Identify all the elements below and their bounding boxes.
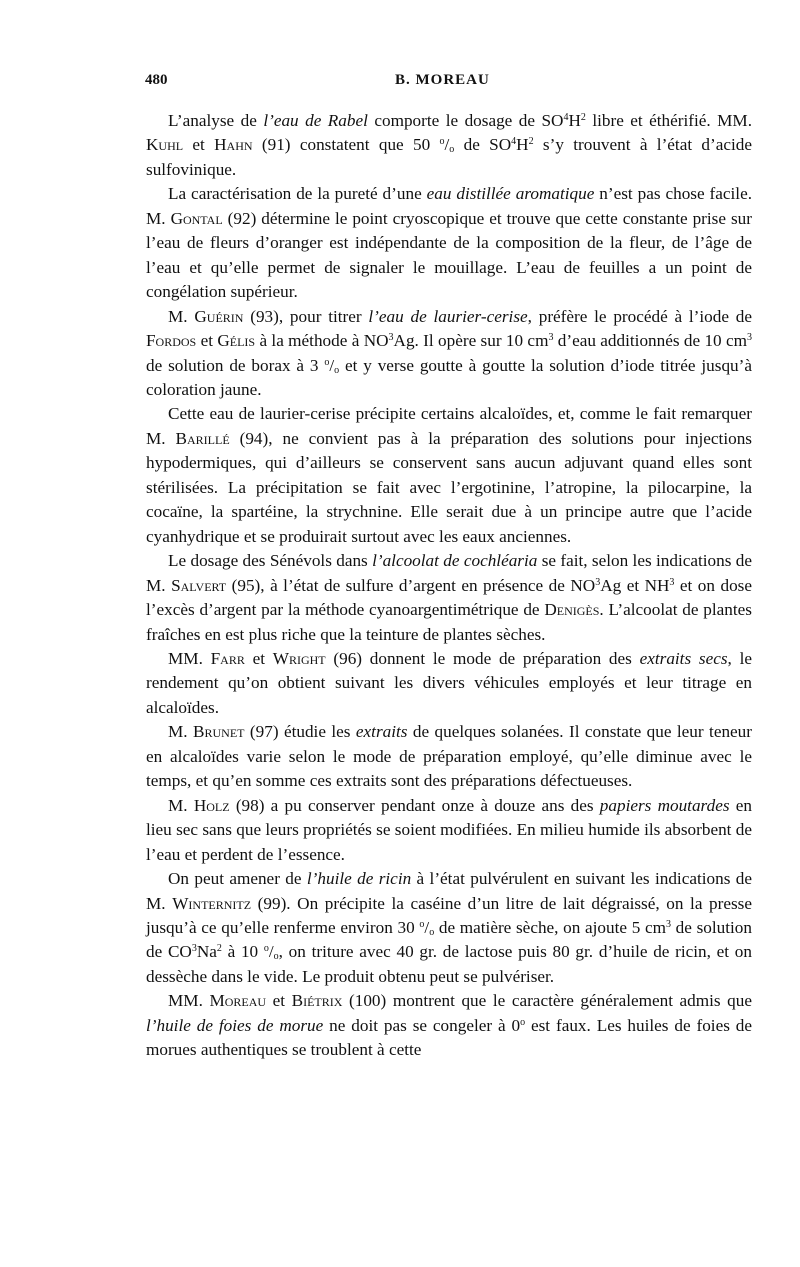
text-run: et on dose l’excès d’argent par la méthode cyanoargentimétrique de — [146, 575, 752, 620]
text-run: (94), ne convient pas à la préparation des solutions pour injections hypodermiques, qui d’ailleurs se conservent sans aucun adjuvant quand elles sont stérilisées. La précipitation se fait avec l’ergotinine, l’atropine, la pilocarpine, la cocaïne, la spartéine, la strychnine. Elle serait due à un principe autre que l’acide cyanhydrique et se produirait surtout avec les eaux anciennes. — [146, 428, 752, 546]
superscript: 3 — [548, 332, 554, 344]
text-run: Le dosage des Sénévols dans — [168, 551, 373, 571]
text-run: M. — [168, 795, 194, 815]
running-title: B. MOREAU — [395, 72, 490, 88]
body-text — [146, 109, 752, 1063]
text-run: (96) donnent le mode de préparation des — [325, 648, 640, 668]
italic-term: l’eau de Rabel — [263, 111, 368, 130]
superscript: 3 — [595, 576, 601, 588]
text-run: de SO — [454, 135, 512, 155]
text-run: de solution de borax à 3 — [146, 355, 325, 375]
italic-term: papiers moutardes — [599, 795, 730, 815]
author-name: Moreau — [209, 991, 267, 1011]
text-run: / — [329, 355, 335, 375]
text-run: est faux. Les huiles de foies de morues authentiques se troublent à cette — [146, 1015, 752, 1060]
text-run: se fait, selon les indications de M. — [146, 551, 752, 595]
superscript: o — [419, 918, 425, 930]
paragraph — [146, 549, 752, 647]
author-name: Brunet — [193, 722, 245, 742]
text-run: La caractérisation de la pureté d’une — [168, 184, 427, 204]
author-name: Farr — [210, 648, 245, 668]
text-run: à l’état pulvérulent en suivant les indications de M. — [146, 869, 752, 913]
text-run: M. — [168, 722, 194, 742]
paragraph — [146, 989, 752, 1062]
text-run: MM. — [168, 648, 211, 668]
superscript: o — [324, 356, 330, 368]
subscript: o — [449, 144, 455, 156]
author-name: Holz — [193, 795, 230, 815]
text-run: (99). On précipite la caséine d’un litre de lait dégraissé, on la presse jusqu’à ce qu’elle renferme environ 30 — [146, 893, 752, 937]
paragraph — [146, 305, 752, 403]
subscript: o — [334, 364, 340, 376]
text-run: On peut amener de — [168, 869, 307, 889]
text-run: ne doit pas se congeler à 0 — [323, 1015, 521, 1035]
text-run: en lieu sec sans que leurs propriétés se soient modifiées. En milieu humide ils absorbent de l’eau et perdent de l’essence. — [146, 795, 752, 864]
superscript: 3 — [669, 576, 675, 588]
author-name: Biétrix — [291, 991, 343, 1011]
italic-term: l’alcoolat de cochléaria — [372, 551, 538, 571]
text-run: (92) détermine le point cryoscopique et trouve que cette constante prise sur l’eau de fleurs d’oranger est indépendante de la composition de la fleur, de l’âge de l’eau et qu’elle permet de signaler le mouillage. L’eau de feuilles a un point de congélation supérieur. — [146, 208, 752, 302]
text-run: de solution de CO — [146, 917, 752, 962]
text-run: Ag. Il opère sur 10 cm — [393, 331, 549, 351]
italic-term: l’eau de laurier-cerise — [368, 306, 528, 326]
author-name: Wright — [272, 648, 326, 668]
text-run: Cette eau de laurier-cerise précipite certains alcaloïdes, et, comme le fait remarquer M. — [146, 404, 752, 448]
paragraph — [146, 109, 752, 182]
text-run: de quelques solanées. Il constate que leur teneur en alcaloïdes varie selon le mode de préparation employé, qu’elle diminue avec le temps, et qu’en somme ces extraits sont des préparations défectueuses. — [146, 722, 752, 791]
text-run: / — [444, 135, 450, 155]
text-run: (95), à l’état de sulfure d’argent en présence de NO — [226, 575, 596, 595]
text-run: libre et éthérifié. MM. — [585, 111, 753, 130]
paragraph — [146, 182, 752, 304]
text-run: (97) étudie les — [244, 722, 356, 742]
italic-term: l’huile de ricin — [306, 869, 412, 889]
text-run: et — [183, 135, 215, 155]
superscript: 3 — [665, 918, 671, 930]
text-run: à 10 — [221, 942, 264, 962]
author-name: Kuhl — [146, 135, 184, 155]
text-run: H — [568, 111, 581, 130]
page-number: 480 — [145, 72, 168, 88]
author-name: Hahn — [214, 135, 253, 155]
superscript: 4 — [511, 136, 517, 148]
author-name: Salvert — [171, 575, 227, 595]
text-run: s’y trouvent à l’état d’acide sulfovinique. — [146, 135, 752, 179]
text-run: à la méthode à NO — [255, 331, 389, 351]
text-run: M. — [168, 306, 195, 326]
author-name: Barillé — [175, 428, 230, 448]
page-header — [145, 72, 750, 96]
text-run: (91) constatent que 50 — [252, 135, 440, 155]
italic-term: eau distillée aromatique — [426, 184, 595, 204]
subscript: o — [429, 926, 435, 938]
text-run: / — [424, 917, 430, 937]
superscript: 3 — [747, 332, 752, 344]
text-run: et — [266, 991, 292, 1011]
text-run: et — [196, 331, 218, 351]
text-run: / — [268, 942, 274, 962]
text-run: et y verse goutte à goutte la solution d’iode titrée jusqu’à coloration jaune. — [146, 355, 752, 399]
superscript: o — [439, 136, 445, 148]
superscript: 4 — [563, 112, 569, 123]
text-run: H — [516, 135, 529, 155]
text-run: (93), pour titrer — [243, 306, 369, 326]
text-run: , on triture avec 40 gr. de lactose puis 80 gr. d’huile de ricin, et on dessèche dans le vide. Le produit obtenu peut se pulvériser. — [146, 942, 752, 986]
text-run: L’analyse de — [168, 111, 264, 130]
superscript: 2 — [216, 943, 222, 955]
text-run: comporte le dosage de SO — [367, 111, 564, 130]
italic-term: l’huile de foies de morue — [146, 1015, 324, 1035]
superscript: 2 — [580, 112, 586, 123]
text-run: d’eau additionnés de 10 cm — [553, 331, 747, 351]
paragraph — [146, 794, 752, 867]
text-run: MM. — [168, 991, 210, 1011]
paragraph — [146, 720, 752, 793]
text-run: , préfère le procédé à l’iode de — [527, 306, 752, 326]
author-name: Gontal — [170, 208, 223, 228]
author-name: Winternitz — [172, 893, 252, 913]
text-run: et — [244, 648, 273, 668]
superscript: o — [520, 1016, 526, 1028]
superscript: 3 — [388, 332, 394, 344]
italic-term: extraits secs — [639, 648, 728, 668]
text-run: Na — [196, 942, 217, 962]
text-run: Ag et NH — [600, 575, 670, 595]
text-run: (100) montrent que le caractère généralement admis que — [342, 991, 752, 1011]
text-run: (98) a pu conserver pendant onze à douze ans des — [229, 795, 600, 815]
text-run: . L’alcoolat de plantes fraîches en est plus riche que la teinture de plantes sèches. — [146, 600, 752, 644]
author-name: Guérin — [194, 306, 244, 326]
author-name: Fordos — [146, 331, 197, 351]
italic-term: extraits — [355, 722, 408, 742]
paragraph — [146, 867, 752, 989]
paragraph — [146, 402, 752, 549]
superscript: 3 — [191, 943, 197, 955]
author-name: Denigès — [544, 600, 600, 620]
text-run: n’est pas chose facile. M. — [146, 184, 753, 228]
author-name: Gélis — [217, 331, 256, 351]
superscript: 2 — [528, 136, 534, 148]
subscript: o — [273, 951, 279, 963]
superscript: o — [263, 943, 269, 955]
paragraph — [146, 647, 752, 720]
text-run: , le rendement qu’on obtient suivant les divers véhicules employés et leur titrage en alcaloïdes. — [146, 648, 752, 717]
text-run: de matière sèche, on ajoute 5 cm — [434, 917, 666, 937]
